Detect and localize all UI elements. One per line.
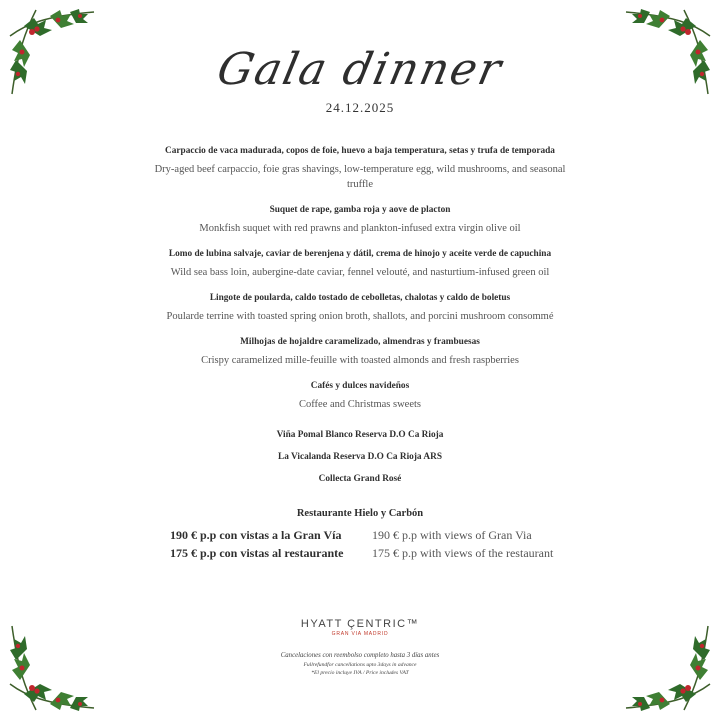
course-name-spanish: Milhojas de hojaldre caramelizado, almendras y frambuesas bbox=[240, 337, 480, 347]
course-item bbox=[150, 204, 570, 236]
course-item bbox=[150, 292, 570, 324]
price-english: 190 € p.p with views of Gran Via bbox=[372, 527, 532, 542]
price-english: 175 € p.p with views of the restaurant bbox=[372, 545, 554, 560]
price-list bbox=[170, 526, 590, 562]
restaurant-name: Restaurante Hielo y Carbón bbox=[296, 508, 424, 519]
price-spanish: 190 € p.p con vistas a la Gran Vía bbox=[170, 527, 342, 542]
course-name-english: Monkfish suquet with red prawns and plankton-infused extra virgin olive oil bbox=[199, 223, 521, 234]
wine-item: Collecta Grand Rosé bbox=[318, 474, 402, 484]
course-name-spanish: Suquet de rape, gamba roja y aove de placton bbox=[269, 205, 451, 215]
price-row bbox=[170, 544, 590, 562]
price-row bbox=[170, 526, 590, 544]
course-name-spanish: Lingote de poularda, caldo tostado de cebolletas, chalotas y caldo de boletus bbox=[209, 293, 511, 303]
course-name-spanish: Cafés y dulces navideños bbox=[310, 381, 410, 391]
hotel-logo-location: GRAN VIA MADRID bbox=[331, 631, 389, 637]
wine-item: La Vicalanda Reserva D.O Ca Rioja ARS bbox=[278, 452, 442, 462]
hotel-logo-name: HYATT ÇENTRIC™ bbox=[300, 618, 420, 630]
cancellation-note-spanish: Cancelaciones con reembolso completo hasta 3 días antes bbox=[280, 652, 440, 659]
course-item bbox=[150, 145, 570, 192]
footer-notes bbox=[0, 651, 720, 677]
cancellation-note-english: Fullrefundfor cancellations upto 3days in advance bbox=[303, 662, 417, 668]
price-spanish: 175 € p.p con vistas al restaurante bbox=[170, 545, 344, 560]
course-name-english: Poularde terrine with toasted spring onion broth, shallots, and porcini mushroom consommé bbox=[166, 311, 554, 322]
course-name-english: Dry-aged beef carpaccio, foie gras shavings, low-temperature egg, wild mushrooms, and seasonal truffle bbox=[154, 164, 566, 190]
course-name-spanish: Carpaccio de vaca madurada, copos de foie, huevo a baja temperatura, setas y trufa de temporada bbox=[165, 146, 555, 156]
course-item bbox=[150, 248, 570, 280]
menu-title: Gala dinner bbox=[212, 44, 508, 95]
course-name-english: Crispy caramelized mille-feuille with toasted almonds and fresh raspberries bbox=[201, 355, 519, 366]
wine-item: Viña Pomal Blanco Reserva D.O Ca Rioja bbox=[276, 430, 444, 440]
course-item bbox=[150, 336, 570, 368]
hotel-logo bbox=[0, 618, 720, 637]
course-list bbox=[150, 145, 570, 424]
course-item bbox=[150, 380, 570, 412]
course-name-english: Coffee and Christmas sweets bbox=[299, 399, 421, 410]
wine-list bbox=[150, 429, 570, 495]
event-date: 24.12.2025 bbox=[325, 100, 395, 115]
course-name-spanish: Lomo de lubina salvaje, caviar de berenjena y dátil, crema de hinojo y aceite verde de capuchina bbox=[168, 249, 552, 259]
course-name-english: Wild sea bass loin, aubergine-date caviar, fennel velouté, and nasturtium-infused green oil bbox=[170, 267, 550, 278]
vat-note: *El precio incluye IVA / Price includes VAT bbox=[311, 670, 409, 676]
